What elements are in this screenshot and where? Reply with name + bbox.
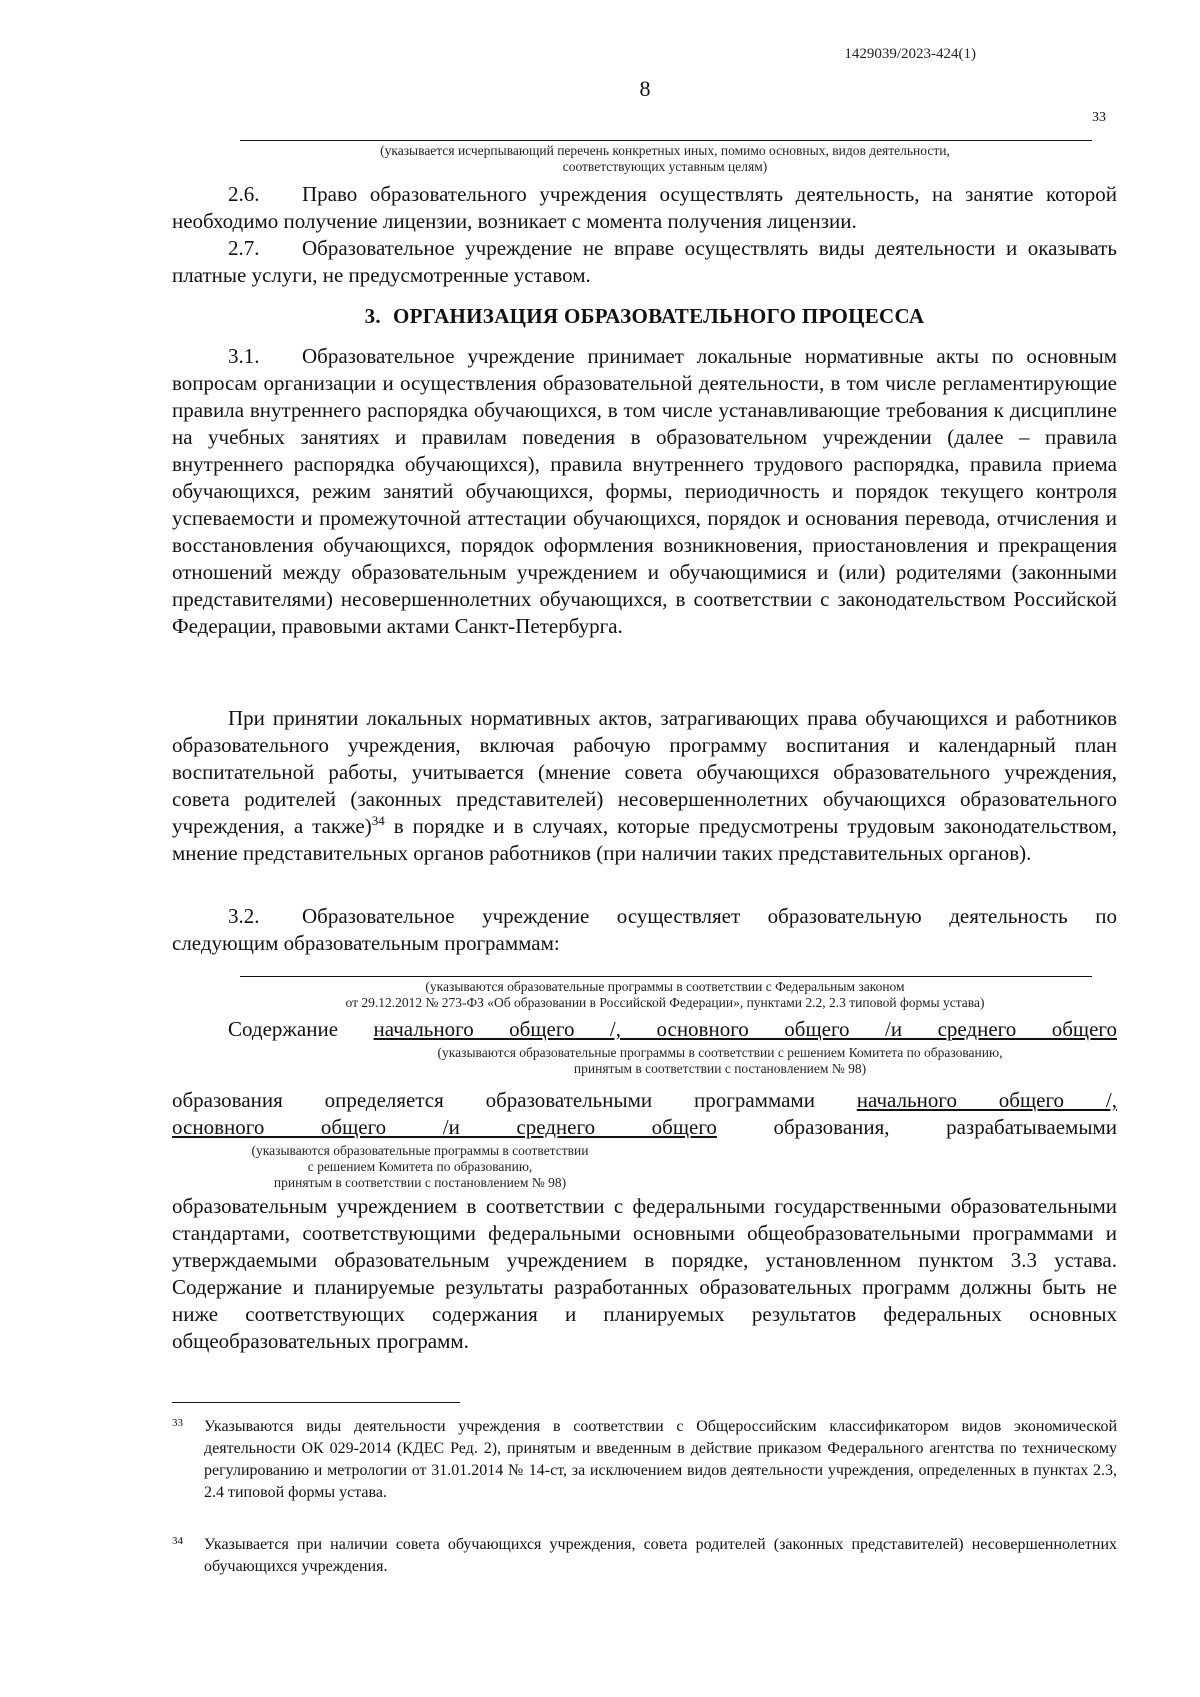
section-title: ОРГАНИЗАЦИЯ ОБРАЗОВАТЕЛЬНОГО ПРОЦЕССА: [392, 304, 925, 328]
footnote-separator: [172, 1402, 460, 1403]
caption-line: (указываются образовательные программы в соответствии с Федеральным законом: [425, 979, 905, 994]
page-number: 8: [639, 76, 651, 101]
item-text: Право образовательного учреждения осуществлять деятельность, на занятие которой необходимо получение лицензии, возникает с момента получения лицензии.: [172, 182, 1117, 233]
section-number: 3.: [364, 304, 381, 328]
item-text: Образовательное учреждение принимает локальные нормативные акты по основным вопросам организации и осуществления образовательной деятельности, в том числе регламентирующие правила внутреннего распорядка обучающихся, в том числе устанавливающие требования к дисциплине на учебных занятиях и правилам поведения в образовательном учреждении (далее – правила внутреннего распорядка обучающихся), правила внутреннего трудового распорядка, правила приема обучающихся, режим занятий обучающихся, формы, периодичность и порядок текущего контроля успеваемости и промежуточной аттестации обучающихся, порядок и основания перевода, отчисления и восстановления обучающихся, порядок оформления возникновения, приостановления и прекращения отношений между образовательным учреждением и обучающимися и (или) родителями (законными представителями) несовершеннолетних обучающихся, в соответствии с законодательством Российской Федерации, правовыми актами Санкт-Петербурга.: [172, 344, 1117, 638]
footnote-33: [172, 1416, 1117, 1504]
paragraph-text: При принятии локальных нормативных актов, затрагивающих права обучающихся и работников образовательного учреждения, включая рабочую программу воспитания и календарный план воспитательной работы, учитывается (мнение совета обучающихся образовательного учреждения, совета родителей (законных представителей) несовершеннолетних обучающихся образовательного учреждения, а также): [172, 706, 1117, 838]
education-programs: основного общего /и среднего общего: [172, 1115, 717, 1139]
caption-line: (указываются образовательные программы в соответствии: [251, 1143, 589, 1158]
activities-fill-line: [240, 140, 1092, 141]
footnote-marker-33: 33: [1092, 110, 1106, 125]
caption-activities: [200, 143, 1130, 175]
caption-line: от 29.12.2012 № 273-ФЗ «Об образовании в Российской Федерации», пунктами 2.2, 2.3 типовой формы устава): [345, 995, 985, 1010]
caption-left: [200, 1143, 640, 1191]
section-heading: [172, 304, 1117, 329]
caption-line: (указывается исчерпывающий перечень конкретных иных, помимо основных, видов деятельности,: [380, 143, 950, 158]
footnote-marker: 34: [172, 1535, 183, 1547]
footnote-text: Указываются виды деятельности учреждения в соответствии с Общероссийским классификатором видов экономической деятельности ОК 029-2014 (КДЕС Ред. 2), принятым и введенным в действие приказом Федерального агентства по техническому регулированию и метрологии от 31.01.2014 № 14-ст, за исключением видов деятельности учреждения, определенных в пунктах 2.3, 2.4 типовой формы устава.: [204, 1418, 1117, 1501]
footnote-text: Указывается при наличии совета обучающихся учреждения, совета родителей (законных представителей) несовершеннолетних обучающихся учреждения.: [204, 1536, 1117, 1575]
footnote-34: [172, 1534, 1117, 1578]
document-id: 1429039/2023-424(1): [844, 46, 976, 62]
item-2-6: [172, 181, 1117, 235]
education-programs: начального общего /,: [856, 1088, 1117, 1112]
paragraph-text: в порядке и в случаях, которые предусмотрены трудовым законодательством, мнение представительных органов работников (при наличии таких представительных органов).: [172, 814, 1117, 865]
caption-committee: [340, 1045, 1100, 1077]
content-line: [228, 1016, 1117, 1043]
programs-fill-line: [240, 976, 1092, 977]
item-text: Образовательное учреждение не вправе осуществлять виды деятельности и оказывать платные услуги, не предусмотренные уставом.: [172, 236, 1117, 287]
content-programs: начального общего /, основного общего /и среднего общего: [373, 1017, 1118, 1041]
footnote-marker: 33: [172, 1417, 183, 1429]
caption-programs: [200, 979, 1130, 1011]
caption-line: (указываются образовательные программы в соответствии с решением Комитета по образованию,: [437, 1045, 1003, 1060]
item-number: 2.6.: [228, 182, 260, 206]
caption-line: с решением Комитета по образованию,: [307, 1159, 533, 1174]
item-3-2: [172, 903, 1117, 957]
item-3-1: [172, 343, 1117, 640]
item-text: Образовательное учреждение осуществляет образовательную деятельность по следующим образовательным программам:: [172, 904, 1117, 955]
content-lead: Содержание: [228, 1017, 339, 1041]
education-line-2: [172, 1114, 1117, 1141]
item-number: 2.7.: [228, 236, 260, 260]
item-2-7: [172, 235, 1117, 289]
footnote-ref-34: 34: [371, 813, 385, 828]
item-number: 3.2.: [228, 904, 260, 928]
caption-line: соответствующих уставным целям): [562, 159, 768, 174]
paragraph-local-acts: [172, 705, 1117, 867]
item-number: 3.1.: [228, 344, 260, 368]
education-text: образования, разрабатываемыми: [773, 1115, 1117, 1139]
caption-line: принятым в соответствии с постановлением № 98): [573, 1061, 867, 1076]
caption-line: принятым в соответствии с постановлением № 98): [273, 1175, 567, 1190]
education-line-1: [172, 1087, 1117, 1114]
education-text: образования определяется образовательными программами: [172, 1088, 815, 1112]
paragraph-standards: образовательным учреждением в соответствии с федеральными государственными образовательными стандартами, соответствующими федеральными основными общеобразовательными программами и утверждаемыми образовательным учреждением в порядке, установленном пунктом 3.3 устава. Содержание и планируемые результаты разработанных образовательных программ должны быть не ниже соответствующих содержания и планируемых результатов федеральных основных общеобразовательных программ.: [172, 1194, 1117, 1353]
